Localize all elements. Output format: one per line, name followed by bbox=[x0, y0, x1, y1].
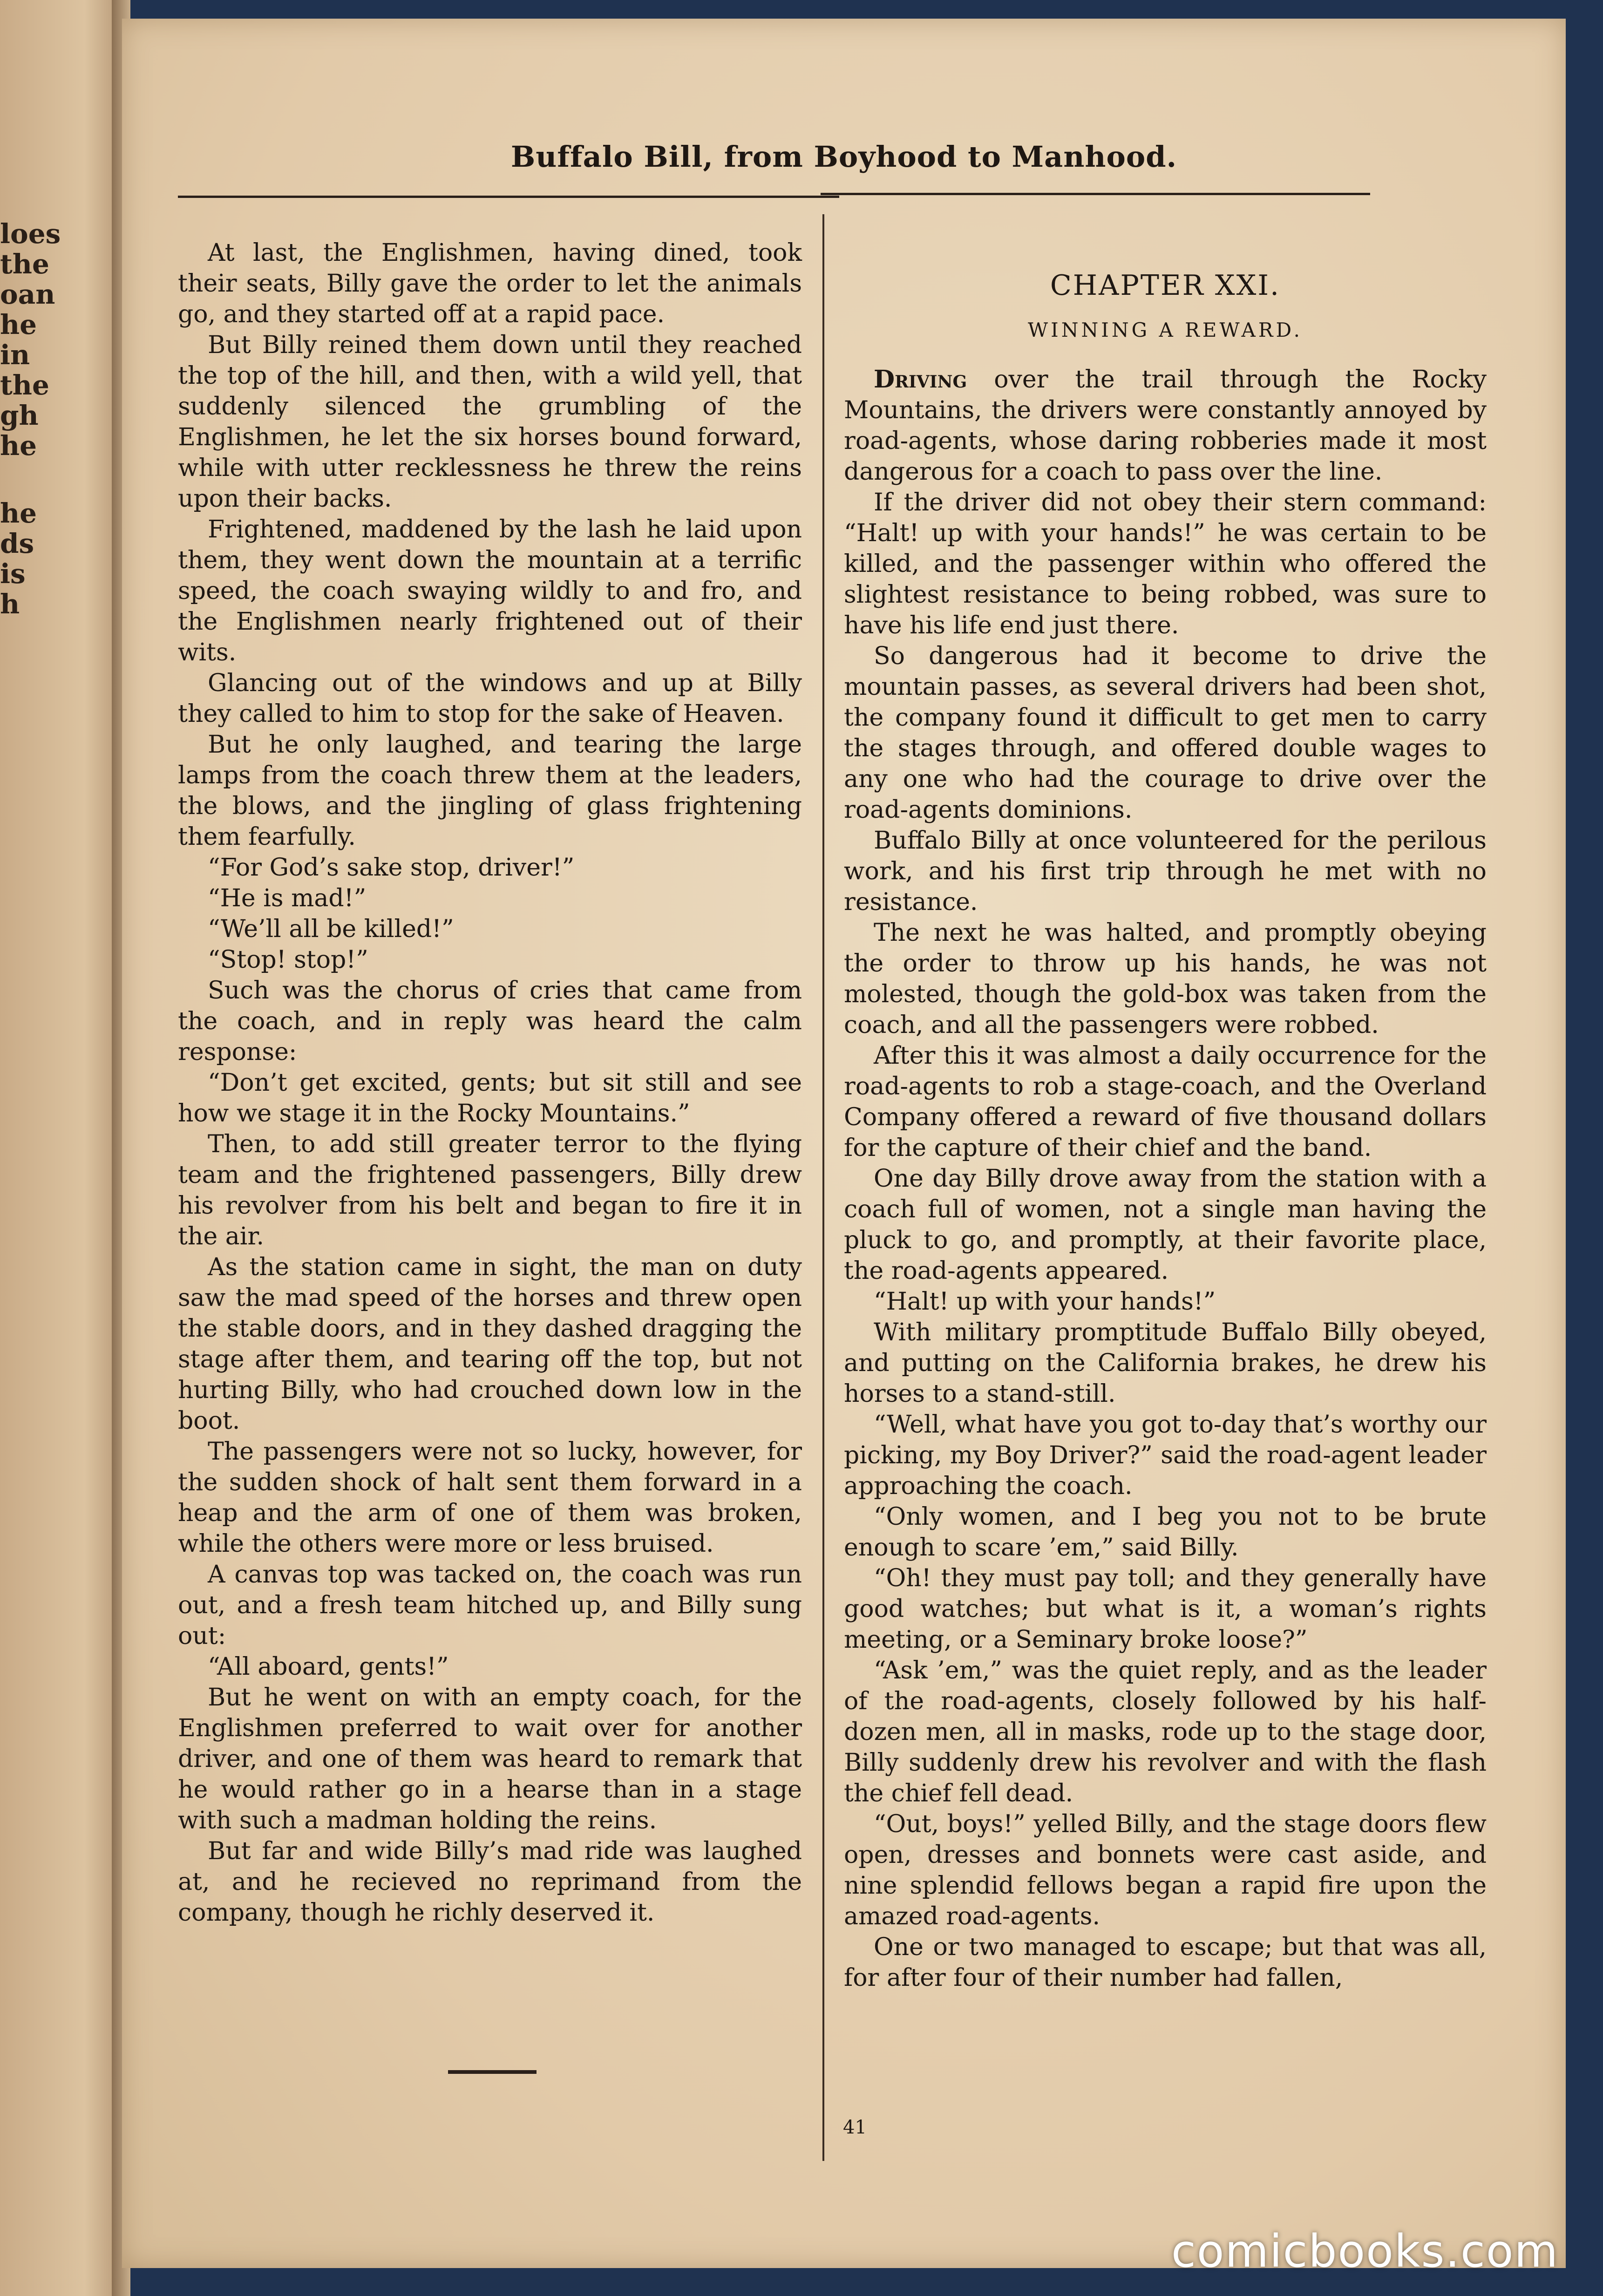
paragraph: Buffalo Billy at once volunteered for the perilous work, and his first trip through he met with no resistance. bbox=[844, 827, 1487, 916]
book-page bbox=[122, 19, 1566, 2268]
paragraph: “All aboard, gents!” bbox=[208, 1653, 449, 1681]
paragraph: The next he was halted, and promptly obeying the order to throw up his hands, he was not molested, though the gold-box was taken from the coach, and all the passengers were robbed. bbox=[844, 919, 1487, 1039]
paragraph: So dangerous had it become to drive the mountain passes, as several drivers had been shot, the company found it difficult to get men to carry the stages through, and offered double wages to any one who had the courage to drive over the road-agents dominions. bbox=[844, 642, 1487, 824]
left-page-fragment: he bbox=[0, 309, 37, 340]
left-page-edge bbox=[0, 0, 121, 2296]
paragraph: “He is mad!” bbox=[208, 884, 367, 912]
opening-text: over the trail through the Rocky Mountains, the drivers were constantly annoyed by road-agents, whose daring robberies made it most dangerous for a coach to pass over the line. bbox=[844, 366, 1487, 486]
left-page-fragment: the bbox=[0, 248, 49, 280]
paragraph: Such was the chorus of cries that came from the coach, and in reply was heard the calm response: bbox=[178, 977, 802, 1066]
left-page-fragment: loes bbox=[0, 218, 61, 250]
paragraph: One day Billy drove away from the station with a coach full of women, not a single man having the pluck to go, and promptly, at their favorite place, the road-agents appeared. bbox=[844, 1165, 1487, 1285]
paragraph: “Well, what have you got to-day that’s worthy our picking, my Boy Driver?” said the road-agent leader approaching the coach. bbox=[844, 1411, 1487, 1500]
paragraph: “Out, boys!” yelled Billy, and the stage doors flew open, dresses and bonnets were cast aside, and nine splendid fellows began a rapid fire upon the amazed road-agents. bbox=[844, 1810, 1487, 1930]
chapter-title: CHAPTER XXI. bbox=[1050, 269, 1281, 302]
left-page-fragment: oan bbox=[0, 279, 55, 310]
section-end-rule bbox=[448, 2070, 537, 2074]
left-page-fragment: gh bbox=[0, 400, 39, 431]
left-page-fragment: ds bbox=[0, 528, 34, 559]
paragraph: Frightened, maddened by the lash he laid upon them, they went down the mountain at a terrific speed, the coach swaying wildly to and fro, and the Englishmen nearly frightened out of their wits. bbox=[178, 516, 802, 666]
column-divider bbox=[822, 214, 824, 2161]
left-page-fragment: in bbox=[0, 339, 30, 371]
paragraph: With military promptitude Buffalo Billy obeyed, and putting on the California brakes, he drew his horses to a stand-still. bbox=[844, 1318, 1487, 1408]
paragraph: The passengers were not so lucky, however, for the sudden shock of halt sent them forward in a heap and the arm of one of them was broken, while the others were more or less bruised. bbox=[178, 1438, 802, 1558]
chapter-opening-paragraph bbox=[844, 364, 1487, 487]
paragraph: “Ask ’em,” was the quiet reply, and as the leader of the road-agents, closely followed by his half-dozen men, all in masks, rode up to the stage door, Billy suddenly drew his revolver and with the flash the chief fell dead. bbox=[844, 1657, 1487, 1807]
page-number: 41 bbox=[843, 2117, 867, 2138]
left-page-fragment: h bbox=[0, 588, 20, 620]
paragraph: But he only laughed, and tearing the large lamps from the coach threw them at the leaders, the blows, and the jingling of glass frightening them fearfully. bbox=[178, 731, 802, 851]
paragraph: “Don’t get excited, gents; but sit still and see how we stage it in the Rocky Mountains.” bbox=[178, 1069, 802, 1128]
paragraph: “Stop! stop!” bbox=[208, 946, 368, 974]
paragraph: If the driver did not obey their stern command: “Halt! up with your hands!” he was certain to be killed, and the passenger within who offered the slightest resistance to being robbed, was sure to have his life end just there. bbox=[844, 489, 1487, 639]
left-page-fragment: is bbox=[0, 558, 26, 590]
running-head: Buffalo Bill, from Boyhood to Manhood. bbox=[510, 140, 1177, 174]
watermark: comicbooks.com bbox=[1171, 2225, 1559, 2277]
paragraph: “Halt! up with your hands!” bbox=[874, 1288, 1216, 1316]
header-rule-right bbox=[821, 193, 1370, 195]
paragraph: But far and wide Billy’s mad ride was laughed at, and he recieved no reprimand from the company, though he richly deserved it. bbox=[178, 1837, 802, 1927]
left-page-fragment: he bbox=[0, 430, 37, 462]
left-page-fragment: the bbox=[0, 369, 49, 401]
paragraph: But Billy reined them down until they reached the top of the hill, and then, with a wild yell, that suddenly silenced the grumbling of the Englishmen, he let the six horses bound forward, while with utter recklessness he threw the reins upon their backs. bbox=[178, 331, 802, 513]
paragraph: At last, the Englishmen, having dined, took their seats, Billy gave the order to let the animals go, and they started off at a rapid pace. bbox=[178, 239, 802, 328]
paragraph: A canvas top was tacked on, the coach was run out, and a fresh team hitched up, and Billy sung out: bbox=[178, 1561, 802, 1650]
left-column bbox=[178, 238, 802, 1928]
chapter-subtitle: WINNING A REWARD. bbox=[1027, 319, 1303, 341]
paragraph: “Only women, and I beg you not to be brute enough to scare ’em,” said Billy. bbox=[844, 1503, 1487, 1562]
paragraph: But he went on with an empty coach, for the Englishmen preferred to wait over for another driver, and one of them was heard to remark that he would rather go in a hearse than in a stage with such a madman holding the reins. bbox=[178, 1684, 802, 1834]
paragraph: Glancing out of the windows and up at Billy they called to him to stop for the sake of Heaven. bbox=[178, 669, 802, 728]
paragraph: “For God’s sake stop, driver!” bbox=[208, 854, 575, 882]
paragraph: One or two managed to escape; but that was all, for after four of their number had fallen, bbox=[844, 1933, 1487, 1992]
right-column bbox=[844, 270, 1487, 1993]
left-page-fragment: he bbox=[0, 497, 37, 529]
paragraph: Then, to add still greater terror to the flying team and the frightened passengers, Billy drew his revolver from his belt and began to fire it in the air. bbox=[178, 1130, 802, 1250]
paragraph: “Oh! they must pay toll; and they generally have good watches; but what is it, a woman’s rights meeting, or a Seminary broke loose?” bbox=[844, 1564, 1487, 1654]
paragraph: After this it was almost a daily occurrence for the road-agents to rob a stage-coach, and the Overland Company offered a reward of five thousand dollars for the capture of their chief and the band. bbox=[844, 1042, 1487, 1162]
paragraph: As the station came in sight, the man on duty saw the mad speed of the horses and threw open the stable doors, and in they dashed dragging the stage after them, and tearing off the top, but not hurting Billy, who had crouched down low in the boot. bbox=[178, 1253, 802, 1435]
opening-word: Driving bbox=[874, 365, 967, 394]
paragraph: “We’ll all be killed!” bbox=[208, 915, 454, 943]
header-rule-left bbox=[178, 196, 839, 198]
